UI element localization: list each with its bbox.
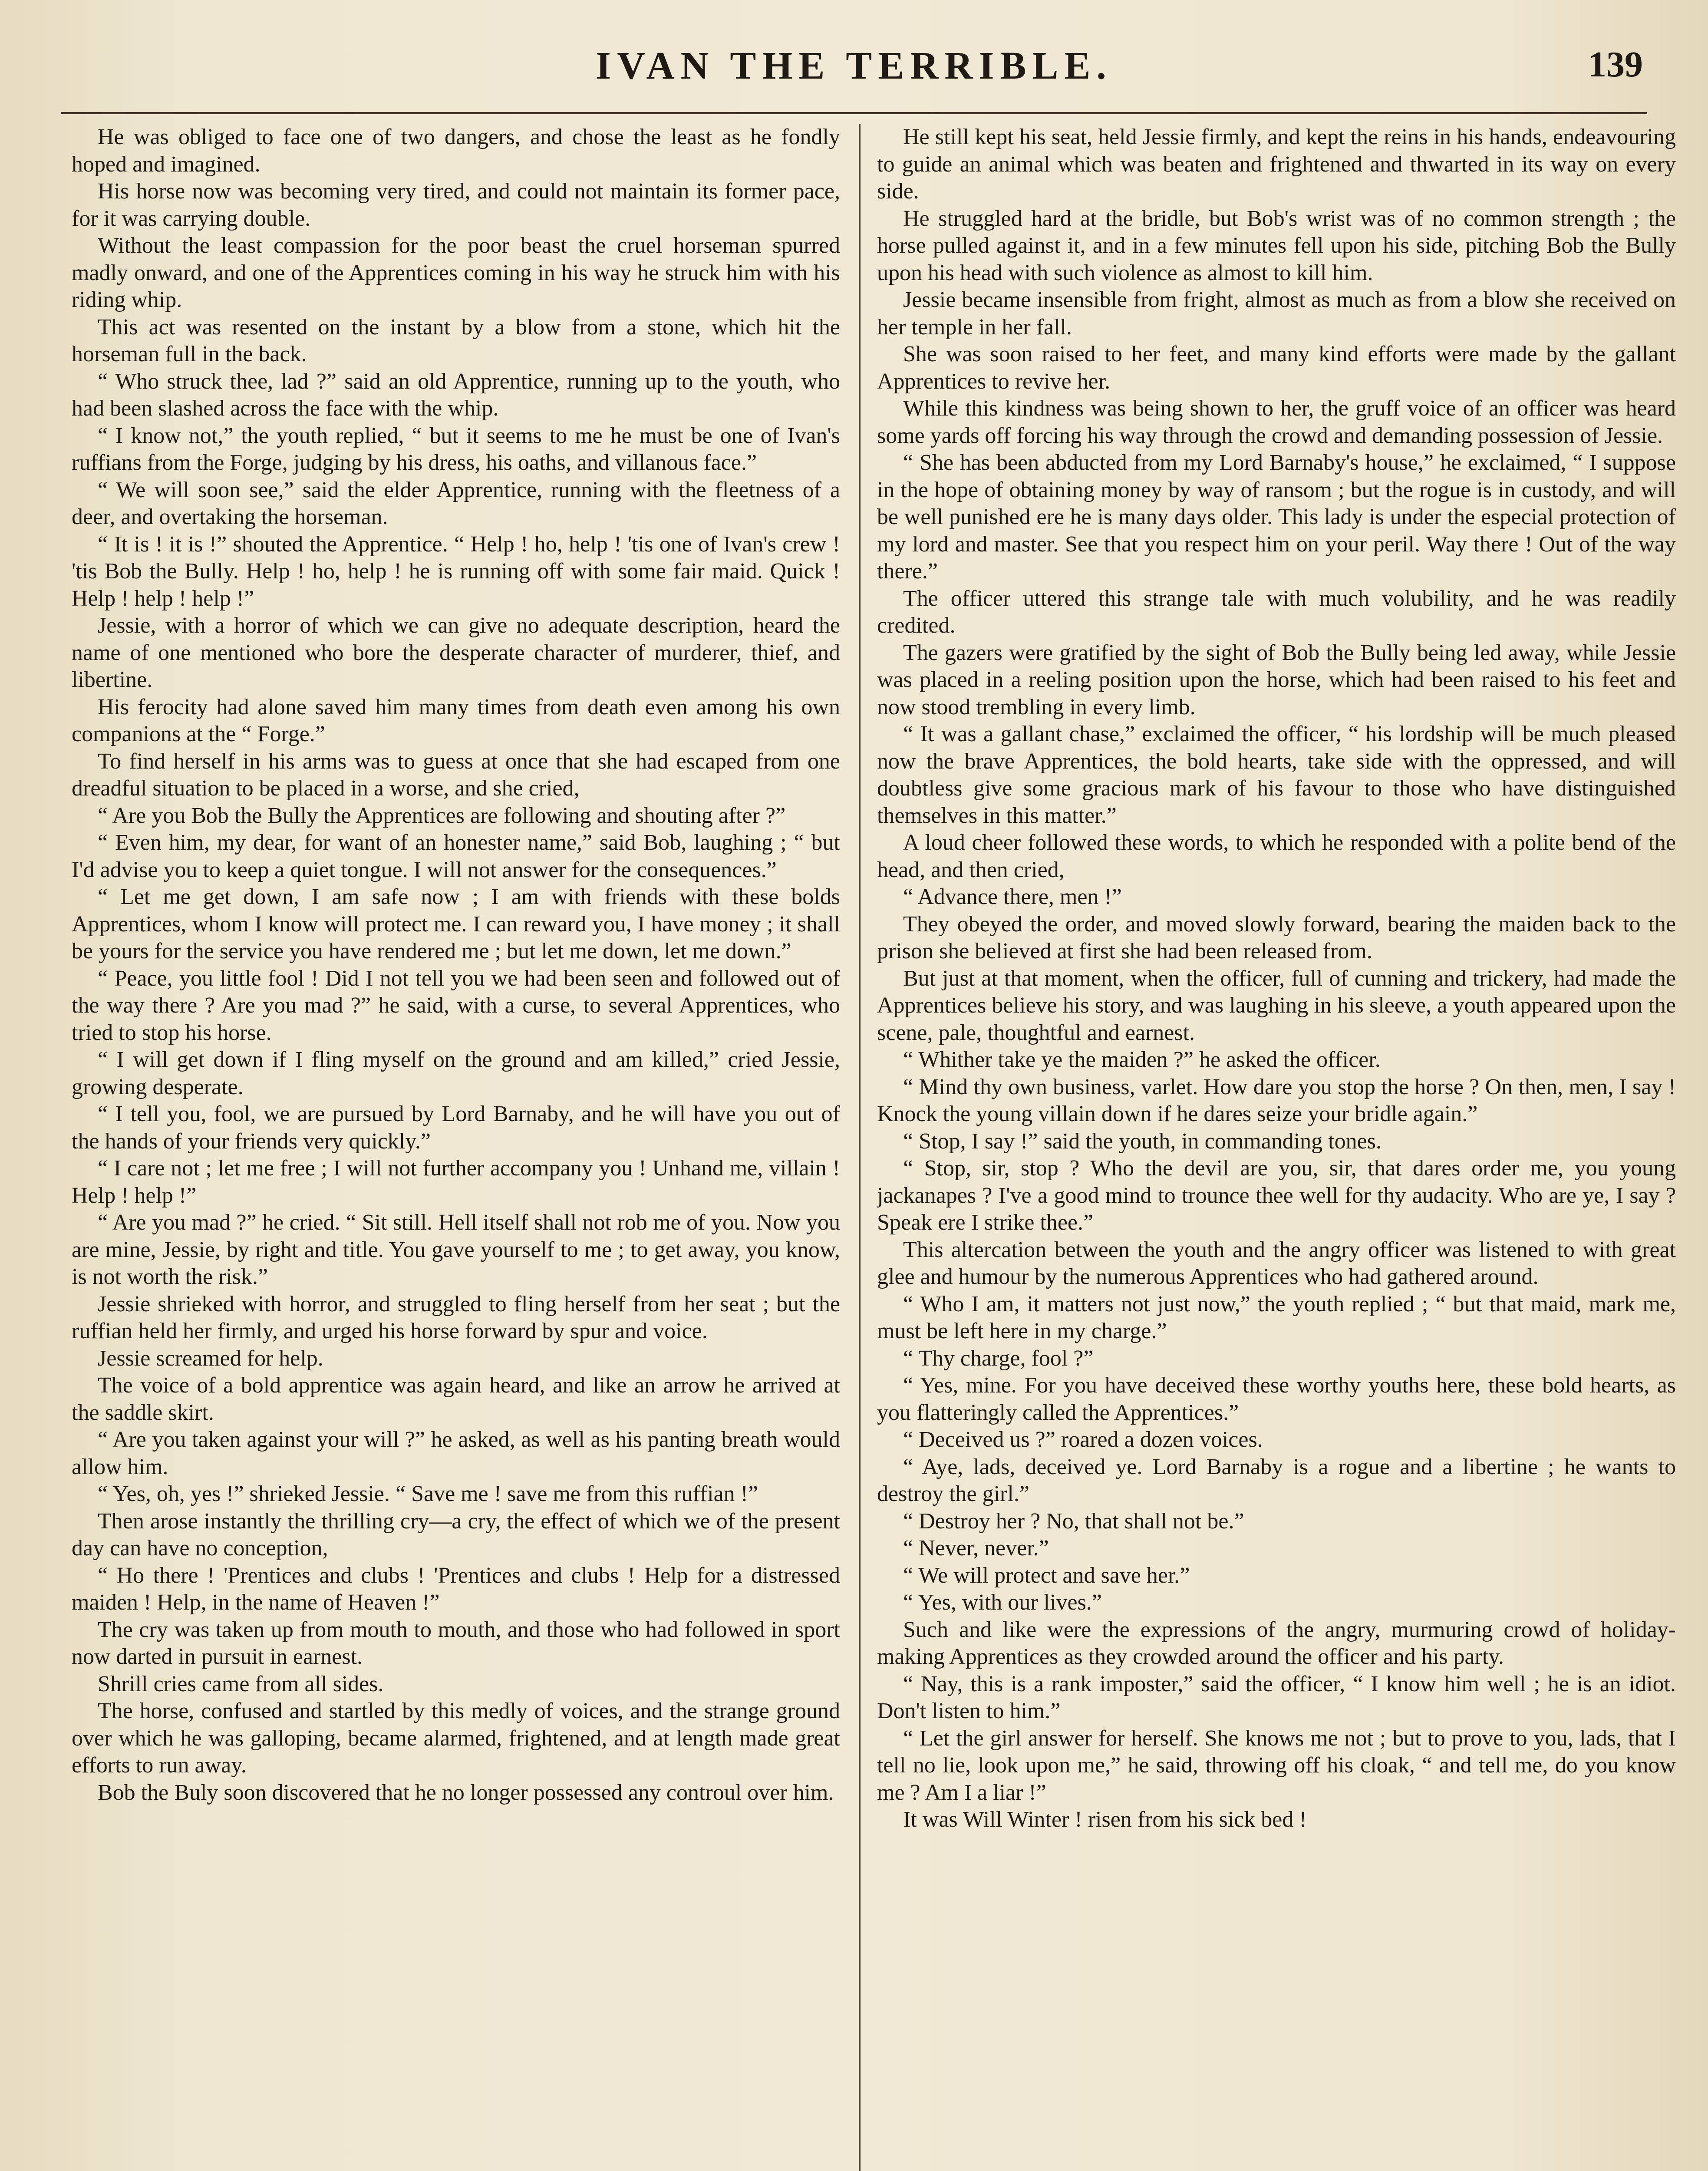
page-number: 139 <box>1588 44 1643 85</box>
paragraph: “ It was a gallant chase,” exclaimed the officer, “ his lordship will be much pleased now the brave Apprentices, the bold hearts, take side with the oppressed, and will doubtless give some gracious mark of his favour to those who have distinguished themselves in this matter.” <box>877 722 1676 828</box>
paragraph: “ Stop, I say !” said the youth, in commanding tones. <box>903 1128 1382 1154</box>
paragraph: “ Even him, my dear, for want of an honester name,” said Bob, laughing ; “ but I'd advise you to keep a quiet tongue. I will not answer for the consequences.” <box>72 830 840 882</box>
paragraph: “ Let the girl answer for herself. She knows me not ; but to prove to you, lads, that I tell no lie, look upon me,” he said, throwing off his cloak, “ and tell me, do you know me ? Am I a liar !” <box>877 1726 1676 1805</box>
paragraph: “ Are you mad ?” he cried. “ Sit still. Hell itself shall not rob me of you. Now you are mine, Jessie, by right and title. You gave yourself to me ; to get away, you know, is not worth the risk.” <box>72 1210 840 1289</box>
paragraph: “ It is ! it is !” shouted the Apprentice. “ Help ! ho, help ! 'tis one of Ivan's crew ! 'tis Bob the Bully. Help ! ho, help ! he is running off with some fair maid. Quick ! Help ! help ! help !” <box>72 531 840 611</box>
paragraph: “ Yes, with our lives.” <box>903 1590 1102 1615</box>
paragraph: To find herself in his arms was to guess at once that she had escaped from one dreadful situation to be placed in a worse, and she cried, <box>72 749 840 801</box>
paragraph: “ Ho there ! 'Prentices and clubs ! 'Prentices and clubs ! Help for a distressed maiden ! Help, in the name of Heaven !” <box>72 1563 840 1615</box>
paragraph: “ Are you Bob the Bully the Apprentices are following and shouting after ?” <box>98 803 786 828</box>
paragraph: Bob the Buly soon discovered that he no longer possessed any controul over him. <box>98 1780 834 1805</box>
text-column-left <box>72 124 840 2171</box>
paragraph: Jessie, with a horror of which we can give no adequate description, heard the name of one mentioned who bore the desperate character of murderer, thief, and libertine. <box>72 613 840 692</box>
paragraph: He still kept his seat, held Jessie firmly, and kept the reins in his hands, endeavouring to guide an animal which was beaten and frightened and thwarted in its way on every side. <box>877 125 1676 204</box>
running-title: IVAN THE TERRIBLE. <box>596 44 1112 87</box>
paragraph: Then arose instantly the thrilling cry—a cry, the effect of which we of the present day can have no conception, <box>72 1508 840 1561</box>
paragraph: “ Nay, this is a rank imposter,” said the officer, “ I know him well ; he is an idiot. Don't listen to him.” <box>877 1671 1676 1723</box>
paragraph: “ Destroy her ? No, that shall not be.” <box>903 1508 1244 1534</box>
header-rule <box>61 112 1647 114</box>
paragraph: This act was resented on the instant by a blow from a stone, which hit the horseman full in the back. <box>72 314 840 366</box>
paragraph: A loud cheer followed these words, to which he responded with a polite bend of the head, and then cried, <box>877 830 1676 882</box>
paragraph: Such and like were the expressions of the angry, murmuring crowd of holiday-making Apprentices as they crowded around the officer and his party. <box>877 1617 1676 1669</box>
paragraph: “ I care not ; let me free ; I will not further accompany you ! Unhand me, villain ! Help ! help !” <box>72 1156 840 1208</box>
paragraph: Shrill cries came from all sides. <box>98 1671 384 1696</box>
paragraph: This altercation between the youth and the angry officer was listened to with great glee and humour by the numerous Apprentices who had gathered around. <box>877 1237 1676 1289</box>
paragraph: “ Thy charge, fool ?” <box>903 1346 1094 1371</box>
paragraph: She was soon raised to her feet, and many kind efforts were made by the gallant Apprentices to revive her. <box>877 342 1676 394</box>
paragraph: The officer uttered this strange tale with much volubility, and he was readily credited. <box>877 586 1676 638</box>
paragraph: “ Never, never.” <box>903 1536 1049 1561</box>
paragraph: The gazers were gratified by the sight of Bob the Bully being led away, while Jessie was placed in a reeling position upon the horse, which had been raised to his feet and now stood trembling in every limb. <box>877 640 1676 719</box>
paragraph: He was obliged to face one of two dangers, and chose the least as he fondly hoped and imagined. <box>72 125 840 177</box>
paragraph: “ Peace, you little fool ! Did I not tell you we had been seen and followed out of the way there ? Are you mad ?” he said, with a curse, to several Apprentices, who tried to stop his horse. <box>72 966 840 1045</box>
paragraph: Jessie shrieked with horror, and struggled to fling herself from her seat ; but the ruffian held her firmly, and urged his horse forward by spur and voice. <box>72 1291 840 1343</box>
paragraph: “ Deceived us ?” roared a dozen voices. <box>903 1427 1263 1452</box>
paragraph: “ I tell you, fool, we are pursued by Lord Barnaby, and he will have you out of the hands of your friends very quickly.” <box>72 1102 840 1154</box>
page-header <box>0 43 1708 100</box>
paragraph: “ She has been abducted from my Lord Barnaby's house,” he exclaimed, “ I suppose in the hope of obtaining money by way of ransom ; but the rogue is in custody, and will be well punished ere he is many days older. This lady is under the especial protection of my lord and master. See that you respect him on your peril. Way there ! Out of the way there.” <box>877 450 1676 584</box>
paragraph: Jessie became insensible from fright, almost as much as from a blow she received on her temple in her fall. <box>877 287 1676 340</box>
paragraph: “ Aye, lads, deceived ye. Lord Barnaby is a rogue and a libertine ; he wants to destroy the girl.” <box>877 1454 1676 1506</box>
paragraph: They obeyed the order, and moved slowly forward, bearing the maiden back to the prison she believed at first she had been released from. <box>877 911 1676 963</box>
paragraph: The horse, confused and startled by this medly of voices, and the strange ground over which he was galloping, became alarmed, frightened, and at length made great efforts to run away. <box>72 1699 840 1778</box>
paragraph: “ Yes, oh, yes !” shrieked Jessie. “ Save me ! save me from this ruffian !” <box>98 1481 758 1506</box>
paragraph: “ Yes, mine. For you have deceived these worthy youths here, these bold hearts, as you flatteringly called the Apprentices.” <box>877 1373 1676 1425</box>
paragraph: “ Let me get down, I am safe now ; I am with friends with these bolds Apprentices, whom I know will protect me. I can reward you, I have money ; it shall be yours for the service you have rendered me ; but let me down, let me down.” <box>72 884 840 963</box>
paragraph: “ Advance there, men !” <box>903 884 1122 909</box>
column-divider <box>859 124 861 2171</box>
paragraph: While this kindness was being shown to her, the gruff voice of an officer was heard some yards off forcing his way through the crowd and demanding possession of Jessie. <box>877 396 1676 448</box>
text-column-right <box>877 124 1676 2171</box>
paragraph: “ Who struck thee, lad ?” said an old Apprentice, running up to the youth, who had been slashed across the face with the whip. <box>72 369 840 421</box>
paragraph: “ Mind thy own business, varlet. How dare you stop the horse ? On then, men, I say ! Knock the young villain down if he dares seize your bridle again.” <box>877 1074 1676 1126</box>
paragraph: Without the least compassion for the poor beast the cruel horseman spurred madly onward, and one of the Apprentices coming in his way he struck him with his riding whip. <box>72 233 840 312</box>
paragraph: “ I know not,” the youth replied, “ but it seems to me he must be one of Ivan's ruffians from the Forge, judging by his dress, his oaths, and villanous face.” <box>72 423 840 475</box>
paragraph: “ Whither take ye the maiden ?” he asked the officer. <box>903 1047 1381 1072</box>
paragraph: His horse now was becoming very tired, and could not maintain its former pace, for it was carrying double. <box>72 179 840 231</box>
paragraph: His ferocity had alone saved him many times from death even among his own companions at the “ Forge.” <box>72 694 840 746</box>
paragraph: But just at that moment, when the officer, full of cunning and trickery, had made the Apprentices believe his story, and was laughing in his sleeve, a youth appeared upon the scene, pale, thoughtful and earnest. <box>877 966 1676 1045</box>
paragraph: He struggled hard at the bridle, but Bob's wrist was of no common strength ; the horse pulled against it, and in a few minutes fell upon his side, pitching Bob the Bully upon his head with such violence as almost to kill him. <box>877 206 1676 285</box>
paragraph: “ Are you taken against your will ?” he asked, as well as his panting breath would allow him. <box>72 1427 840 1479</box>
paragraph: “ We will soon see,” said the elder Apprentice, running with the fleetness of a deer, and overtaking the horseman. <box>72 477 840 529</box>
paragraph: “ Who I am, it matters not just now,” the youth replied ; “ but that maid, mark me, must be left here in my charge.” <box>877 1291 1676 1343</box>
paragraph: The cry was taken up from mouth to mouth, and those who had followed in sport now darted in pursuit in earnest. <box>72 1617 840 1669</box>
paragraph: The voice of a bold apprentice was again heard, and like an arrow he arrived at the saddle skirt. <box>72 1373 840 1425</box>
paragraph: “ Stop, sir, stop ? Who the devil are you, sir, that dares order me, you young jackanapes ? I've a good mind to trounce thee well for thy audacity. Who are ye, I say ? Speak ere I strike thee.” <box>877 1156 1676 1235</box>
paragraph: “ We will protect and save her.” <box>903 1563 1190 1588</box>
paragraph: “ I will get down if I fling myself on the ground and am killed,” cried Jessie, growing desperate. <box>72 1047 840 1099</box>
paragraph: It was Will Winter ! risen from his sick bed ! <box>903 1807 1307 1832</box>
paragraph: Jessie screamed for help. <box>98 1346 323 1371</box>
